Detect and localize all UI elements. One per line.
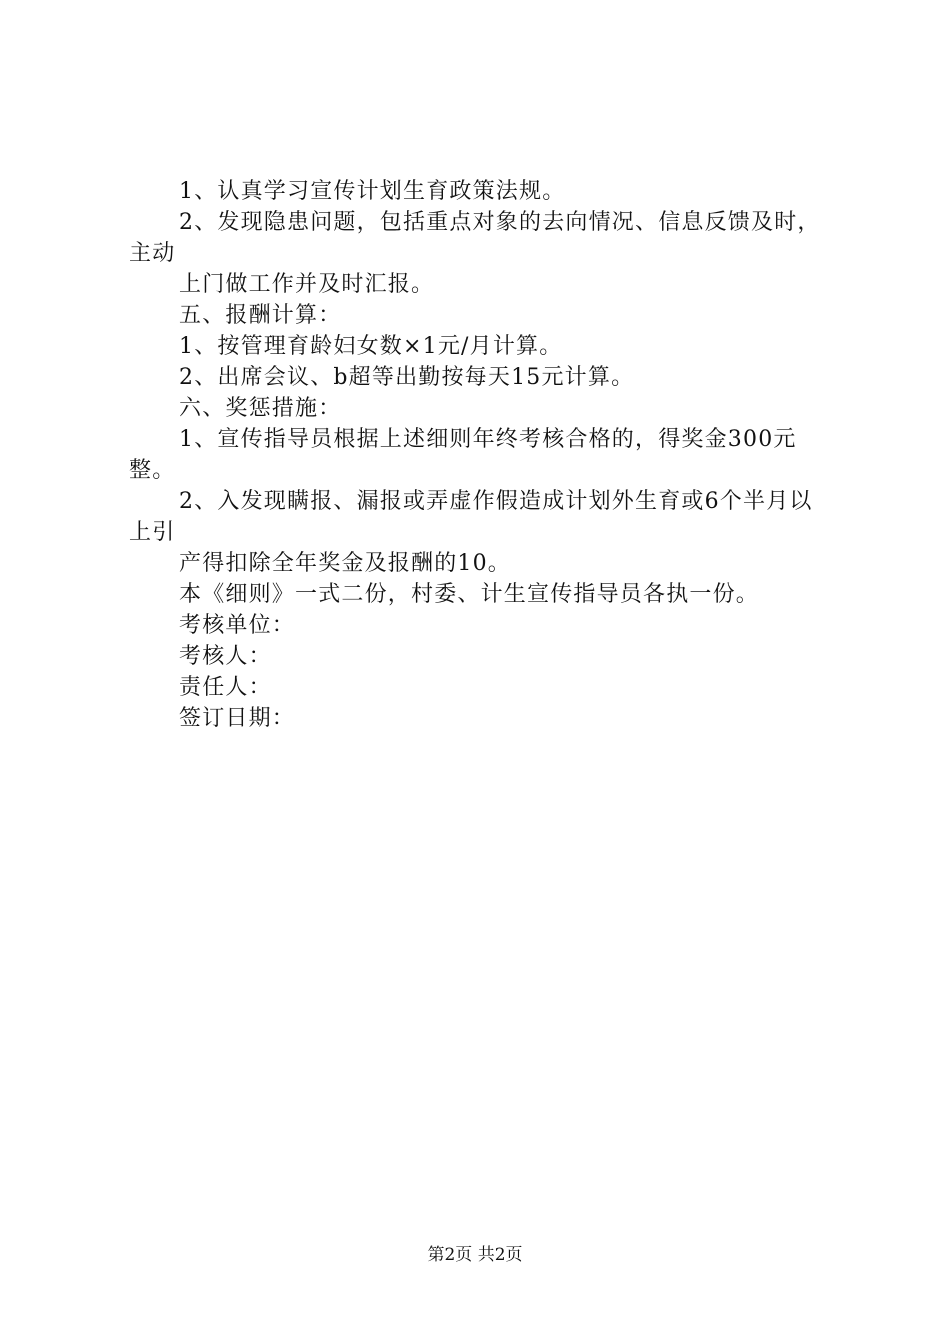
paragraph-remuneration-2: 2、出席会议、b超等出勤按每天15元计算。: [179, 365, 635, 390]
page-total: 共2页: [477, 1245, 523, 1265]
section-heading-rewards: 六、奖惩措施：: [179, 396, 342, 421]
paragraph-report-issues-cont: 上门做工作并及时汇报。: [179, 272, 435, 297]
page-number: 第2页: [427, 1245, 473, 1265]
paragraph-study-policy: 1、认真学习宣传计划生育政策法规。: [179, 179, 566, 204]
signature-field-date: 签订日期：: [179, 706, 296, 731]
paragraph-copies: 本《细则》一式二份，村委、计生宣传指导员各执一份。: [179, 582, 760, 607]
document-body: [129, 176, 832, 734]
paragraph-rewards-1: 1、宣传指导员根据上述细则年终考核合格的，得奖金300元整。: [129, 427, 797, 483]
paragraph-remuneration-1: 1、按管理育龄妇女数×1元/月计算。: [179, 334, 563, 359]
signature-field-assessor: 考核人：: [179, 644, 272, 669]
page-footer: [0, 1243, 950, 1267]
section-heading-remuneration: 五、报酬计算：: [179, 303, 342, 328]
paragraph-rewards-2: 2、入发现瞒报、漏报或弄虚作假造成计划外生育或6个半月以上引: [129, 489, 813, 545]
paragraph-rewards-2-cont: 产得扣除全年奖金及报酬的10。: [179, 551, 511, 576]
signature-field-unit: 考核单位：: [179, 613, 296, 638]
signature-field-responsible: 责任人：: [179, 675, 272, 700]
paragraph-report-issues: 2、发现隐患问题，包括重点对象的去向情况、信息反馈及时，主动: [129, 210, 821, 266]
